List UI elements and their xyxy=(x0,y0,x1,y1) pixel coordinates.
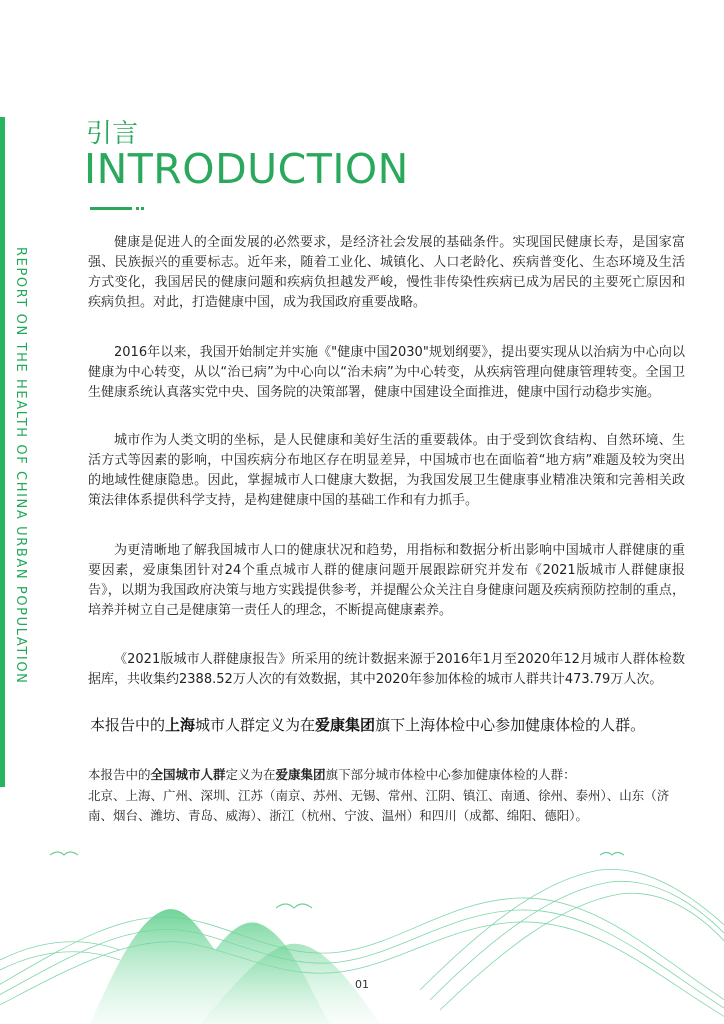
definition-text: 本报告中的 xyxy=(88,767,151,782)
title-underline-dot xyxy=(141,207,144,210)
highlight-text: 城市人群定义为在 xyxy=(195,716,316,734)
national-definition xyxy=(88,765,688,785)
definition-text: 定义为在 xyxy=(225,767,276,782)
section-title-chinese: 引言 xyxy=(86,119,139,149)
side-accent-bar xyxy=(0,117,5,787)
shanghai-definition xyxy=(90,714,690,736)
highlight-bold-city: 上海 xyxy=(165,716,196,734)
highlight-text: 本报告中的 xyxy=(90,716,166,734)
body-paragraph-1: 健康是促进人的全面发展的必然要求，是经济社会发展的基础条件。实现国民健康长寿，是国家富强、民族振兴的重要标志。近年来，随着工业化、城镇化、人口老龄化、疾病普变化、生态环境及生活方式变化，我国居民的健康问题和疾病负担越发严峻，慢性非传染性疾病已成为居民的主要死亡原因和疾病负担。对此，打造健康中国，成为我国政府重要战略。 xyxy=(88,235,685,310)
highlight-bold-company: 爱康集团 xyxy=(315,716,376,734)
city-list: 北京、上海、广州、深圳、江苏（南京、苏州、无锡、常州、江阴、镇江、南通、徐州、泰州）、山东（济南、烟台、潍坊、青岛、威海）、浙江（杭州、宁波、温州）和四川（成都、绵阳、德阳）。 xyxy=(88,788,670,823)
body-paragraph-4: 为更清晰地了解我国城市人口的健康状况和趋势，用指标和数据分析出影响中国城市人群健康的重要因素，爱康集团针对24个重点城市人群的健康问题开展跟踪研究并发布《2021版城市人群健康报告》，以期为我国政府决策与地方实践提供参考，并提醒公众关注自身健康问题及疾病预防控制的重点，培养并树立自己是健康第一责任人的理念，不断提高健康素养。 xyxy=(88,543,685,618)
body-paragraph-3: 城市作为人类文明的坐标，是人民健康和美好生活的重要载体。由于受到饮食结构、自然环境、生活方式等因素的影响，中国疾病分布地区存在明显差异，中国城市也在面临着“地方病”难题及较为突出的地域性健康隐患。因此，掌握城市人口健康大数据，为我国发展卫生健康事业精准决策和完善相关政策法律体系提供科学支持，是构建健康中国的基础工作和有力抓手。 xyxy=(88,433,685,508)
section-title-english: INTRODUCTION xyxy=(84,145,409,193)
running-title-vertical: REPORT ON THE HEALTH OF CHINA URBAN POPULATION xyxy=(13,247,28,685)
body-paragraph-5: 《2021版城市人群健康报告》所采用的统计数据来源于2016年1月至2020年12月城市人群体检数据库，共收集约2388.52万人次的有效数据，其中2020年参加体检的城市人群共计473.79万人次。 xyxy=(88,652,685,687)
body-paragraph-2: 2016年以来，我国开始制定并实施《"健康中国2030"规划纲要》，提出要实现从以治病为中心向以健康为中心转变，从以“治已病”为中心向以“治未病”为中心转变，从疾病管理向健康管理转变。全国卫生健康系统认真落实党中央、国务院的决策部署，健康中国建设全面推进，健康中国行动稳步实施。 xyxy=(88,345,685,400)
definition-bold-term: 全国城市人群 xyxy=(150,767,226,782)
title-underline xyxy=(90,207,132,210)
page-number: 01 xyxy=(355,978,369,991)
highlight-text: 旗下上海体检中心参加健康体检的人群。 xyxy=(375,716,646,734)
definition-text: 旗下部分城市体检中心参加健康体检的人群： xyxy=(325,767,576,782)
definition-bold-company: 爱康集团 xyxy=(275,767,326,782)
title-underline-dot xyxy=(136,207,139,210)
mountain-decoration xyxy=(0,840,724,1024)
